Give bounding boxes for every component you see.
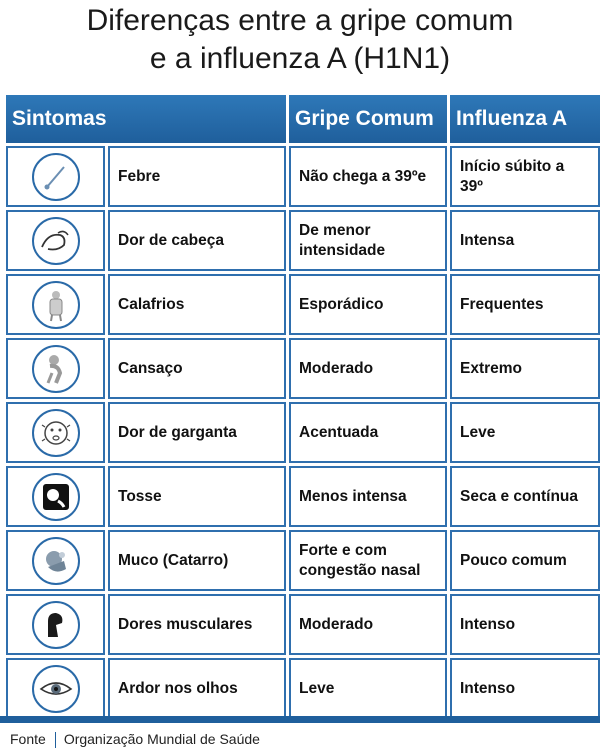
influenza-cell: Pouco comum: [450, 530, 600, 591]
influenza-cell: Frequentes: [450, 274, 600, 335]
gripe-cell: De menor intensidade: [289, 210, 447, 271]
table-row: [6, 658, 600, 719]
symptom-cell: Calafrios: [108, 274, 286, 335]
header-gripe-comum: Gripe Comum: [289, 95, 447, 143]
mucus-icon: [32, 537, 80, 585]
cough-icon: [32, 473, 80, 521]
table-row: [6, 274, 600, 335]
table-row: [6, 530, 600, 591]
symptom-cell: Tosse: [108, 466, 286, 527]
title-line-1: Diferenças entre a gripe comum: [86, 4, 514, 37]
tired-person-icon: [32, 345, 80, 393]
sore-throat-icon: [32, 409, 80, 457]
table-row: [6, 338, 600, 399]
table-row: [6, 146, 600, 207]
table-header-row: [6, 95, 600, 143]
muscle-pain-icon: [32, 601, 80, 649]
title-line-2: e a influenza A (H1N1): [149, 42, 451, 75]
gripe-cell: Não chega a 39ºe: [289, 146, 447, 207]
influenza-cell: Seca e contínua: [450, 466, 600, 527]
gripe-cell: Moderado: [289, 338, 447, 399]
symptom-cell: Muco (Catarro): [108, 530, 286, 591]
table-row: [6, 402, 600, 463]
gripe-cell: Menos intensa: [289, 466, 447, 527]
gripe-cell: Esporádico: [289, 274, 447, 335]
gripe-cell: Forte e com congestão nasal: [289, 530, 447, 591]
table-row: [6, 594, 600, 655]
chills-icon: [32, 281, 80, 329]
thermometer-icon: [32, 153, 80, 201]
symptom-cell: Dor de cabeça: [108, 210, 286, 271]
page-title: [0, 0, 600, 78]
symptom-cell: Febre: [108, 146, 286, 207]
influenza-cell: Intenso: [450, 658, 600, 719]
footer-source: Organização Mundial de Saúde: [63, 731, 260, 747]
gripe-cell: Acentuada: [289, 402, 447, 463]
table-row: [6, 210, 600, 271]
footer-separator: [55, 732, 56, 748]
headache-icon: [32, 217, 80, 265]
influenza-cell: Intensa: [450, 210, 600, 271]
influenza-cell: Início súbito a 39º: [450, 146, 600, 207]
gripe-cell: Moderado: [289, 594, 447, 655]
header-sintomas: Sintomas: [6, 95, 286, 143]
table-row: [6, 466, 600, 527]
footer: [10, 731, 260, 748]
influenza-cell: Extremo: [450, 338, 600, 399]
header-influenza-a: Influenza A: [450, 95, 600, 143]
symptom-cell: Cansaço: [108, 338, 286, 399]
influenza-cell: Leve: [450, 402, 600, 463]
symptom-cell: Dores musculares: [108, 594, 286, 655]
footer-label: Fonte: [10, 731, 46, 747]
footer-divider: [0, 716, 600, 723]
gripe-cell: Leve: [289, 658, 447, 719]
eye-icon: [32, 665, 80, 713]
symptom-cell: Dor de garganta: [108, 402, 286, 463]
influenza-cell: Intenso: [450, 594, 600, 655]
symptom-cell: Ardor nos olhos: [108, 658, 286, 719]
symptoms-table: [3, 92, 600, 722]
